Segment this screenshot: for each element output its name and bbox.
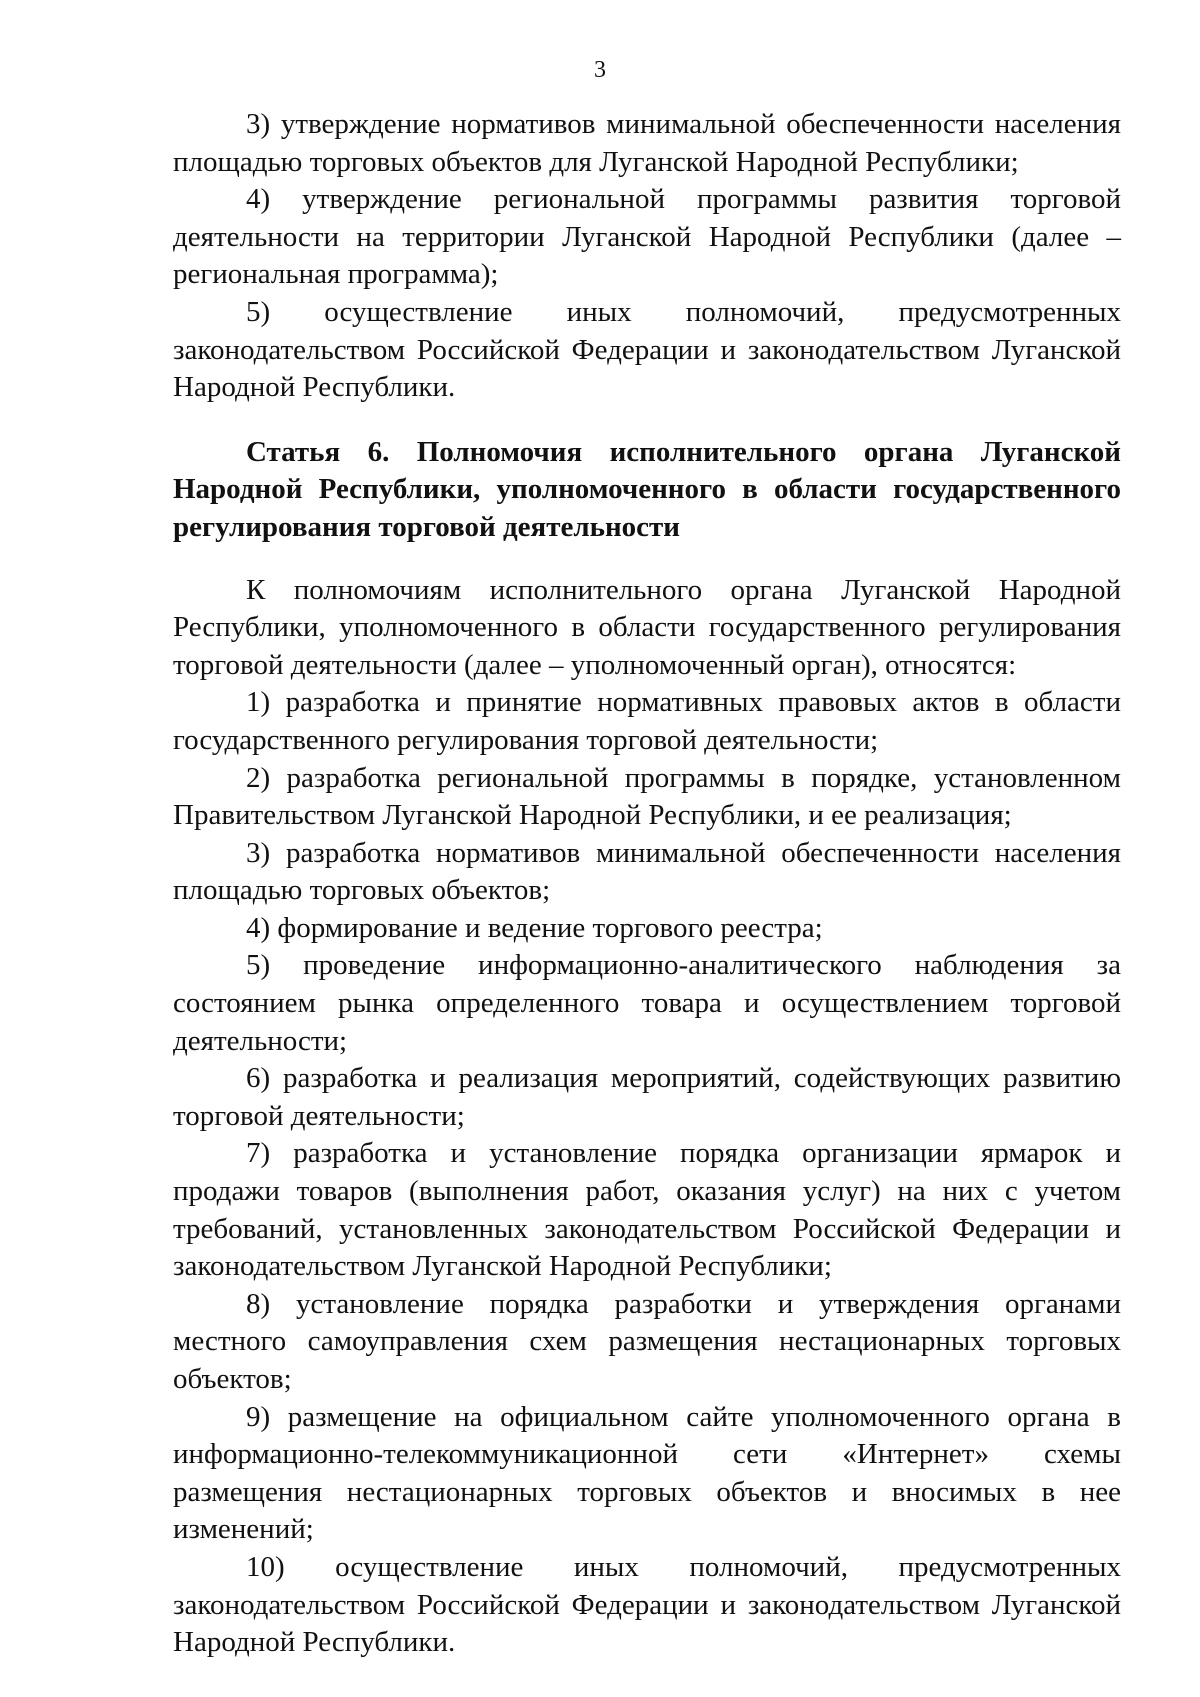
- list-item: 3) разработка нормативов минимальной обеспеченности населения площадью торговых объектов;: [173, 836, 1121, 907]
- list-item: 8) установление порядка разработки и утверждения органами местного самоуправления схем размещения нестационарных торговых объектов;: [173, 1287, 1121, 1395]
- article-intro: К полномочиям исполнительного органа Луганской Народной Республики, уполномоченного в области государственного регулирования торговой деятельности (далее – уполномоченный орган), относятся:: [173, 573, 1121, 681]
- list-item: 5) проведение информационно-аналитического наблюдения за состоянием рынка определенного товара и осуществлением торговой деятельности;: [173, 949, 1121, 1057]
- list-item: 10) осуществление иных полномочий, предусмотренных законодательством Российской Федерации и законодательством Луганской Народной Республики.: [173, 1550, 1121, 1659]
- list-item: 2) разработка региональной программы в порядке, установленном Правительством Луганской Народной Республики, и ее реализация;: [173, 761, 1121, 832]
- list-item: 5) осуществление иных полномочий, предусмотренных законодательством Российской Федерации и законодательством Луганской Народной Республики.: [173, 295, 1121, 404]
- article-heading: Статья 6. Полномочия исполнительного органа Луганской Народной Республики, уполномоченного в области государственного регулирования торговой деятельности: [173, 435, 1121, 543]
- page-number: 3: [594, 57, 606, 83]
- document-body: [173, 106, 1121, 1662]
- list-item: 7) разработка и установление порядка организации ярмарок и продажи товаров (выполнения работ, оказания услуг) на них с учетом требований, установленных законодательством Российской Федерации и законодательством Луганской Народной Республики;: [173, 1137, 1121, 1283]
- list-item: 4) утверждение региональной программы развития торговой деятельности на территории Луганской Народной Республики (далее – региональная программа);: [173, 183, 1121, 291]
- list-item: 3) утверждение нормативов минимальной обеспеченности населения площадью торговых объектов для Луганской Народной Республики;: [173, 108, 1121, 178]
- list-item: 6) разработка и реализация мероприятий, содействующих развитию торговой деятельности;: [173, 1062, 1121, 1132]
- list-item: 1) разработка и принятие нормативных правовых актов в области государственного регулирования торговой деятельности;: [173, 686, 1121, 756]
- list-item: 4) формирование и ведение торгового реестра;: [246, 911, 823, 944]
- list-item: 9) размещение на официальном сайте уполномоченного органа в информационно-телекоммуникационной сети «Интернет» схемы размещения нестационарных торговых объектов и вносимых в нее изменений;: [173, 1400, 1121, 1546]
